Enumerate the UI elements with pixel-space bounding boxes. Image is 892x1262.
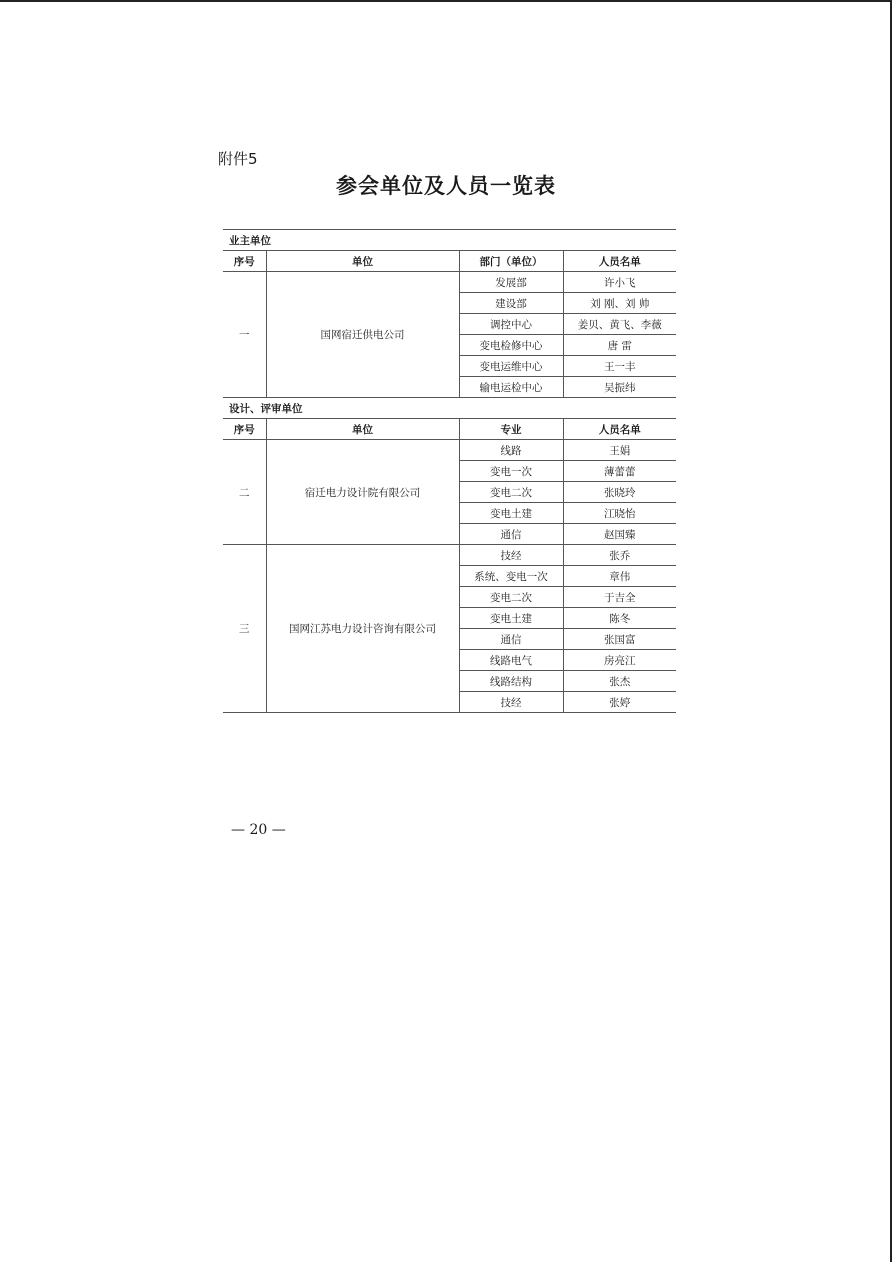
dept-cell: 变电运维中心 — [459, 356, 563, 377]
dept-cell: 发展部 — [459, 272, 563, 293]
spec-cell: 技经 — [459, 692, 563, 713]
dept-cell: 调控中心 — [459, 314, 563, 335]
people-cell: 姜贝、黄飞、李薇 — [563, 314, 676, 335]
annex-label: 附件5 — [218, 150, 258, 168]
table-row — [223, 545, 676, 566]
owner-header-row — [223, 251, 676, 272]
dept-cell: 变电检修中心 — [459, 335, 563, 356]
spec-cell: 变电土建 — [459, 608, 563, 629]
header-people: 人员名单 — [563, 251, 676, 272]
group-unit: 宿迁电力设计院有限公司 — [266, 440, 459, 545]
people-cell: 唐 雷 — [563, 335, 676, 356]
people-cell: 薄蕾蕾 — [563, 461, 676, 482]
people-cell: 于吉全 — [563, 587, 676, 608]
spec-cell: 系统、变电一次 — [459, 566, 563, 587]
header-seq: 序号 — [223, 419, 266, 440]
header-unit: 单位 — [266, 251, 459, 272]
people-cell: 王一丰 — [563, 356, 676, 377]
spec-cell: 线路结构 — [459, 671, 563, 692]
people-cell: 赵国臻 — [563, 524, 676, 545]
spec-cell: 通信 — [459, 629, 563, 650]
people-cell: 许小飞 — [563, 272, 676, 293]
table-row — [223, 272, 676, 293]
dept-cell: 输电运检中心 — [459, 377, 563, 398]
people-cell: 陈冬 — [563, 608, 676, 629]
group-seq: 三 — [223, 545, 266, 713]
page-number: — 20 — — [231, 822, 286, 838]
people-cell: 张杰 — [563, 671, 676, 692]
spec-cell: 变电土建 — [459, 503, 563, 524]
spec-cell: 变电一次 — [459, 461, 563, 482]
spec-cell: 技经 — [459, 545, 563, 566]
header-people: 人员名单 — [563, 419, 676, 440]
group-unit: 国网江苏电力设计咨询有限公司 — [266, 545, 459, 713]
design-table — [223, 397, 676, 713]
people-cell: 张国富 — [563, 629, 676, 650]
spec-cell: 变电二次 — [459, 482, 563, 503]
people-cell: 房亮江 — [563, 650, 676, 671]
page-top-border — [0, 0, 892, 2]
dept-cell: 建设部 — [459, 293, 563, 314]
people-cell: 张婷 — [563, 692, 676, 713]
people-cell: 张乔 — [563, 545, 676, 566]
design-section-label: 设计、评审单位 — [223, 398, 676, 419]
table-row — [223, 440, 676, 461]
header-dept: 部门（单位） — [459, 251, 563, 272]
header-seq: 序号 — [223, 251, 266, 272]
spec-cell: 变电二次 — [459, 587, 563, 608]
spec-cell: 通信 — [459, 524, 563, 545]
owner-section-label: 业主单位 — [223, 230, 676, 251]
header-spec: 专业 — [459, 419, 563, 440]
design-header-row — [223, 419, 676, 440]
owner-unit: 国网宿迁供电公司 — [266, 272, 459, 398]
people-cell: 刘 刚、刘 帅 — [563, 293, 676, 314]
people-cell: 吴振纬 — [563, 377, 676, 398]
people-cell: 江晓怡 — [563, 503, 676, 524]
owner-seq: 一 — [223, 272, 266, 398]
document-title: 参会单位及人员一览表 — [336, 174, 556, 198]
owner-table — [223, 229, 676, 398]
group-seq: 二 — [223, 440, 266, 545]
spec-cell: 线路电气 — [459, 650, 563, 671]
people-cell: 章伟 — [563, 566, 676, 587]
header-unit: 单位 — [266, 419, 459, 440]
people-cell: 张晓玲 — [563, 482, 676, 503]
spec-cell: 线路 — [459, 440, 563, 461]
people-cell: 王娟 — [563, 440, 676, 461]
